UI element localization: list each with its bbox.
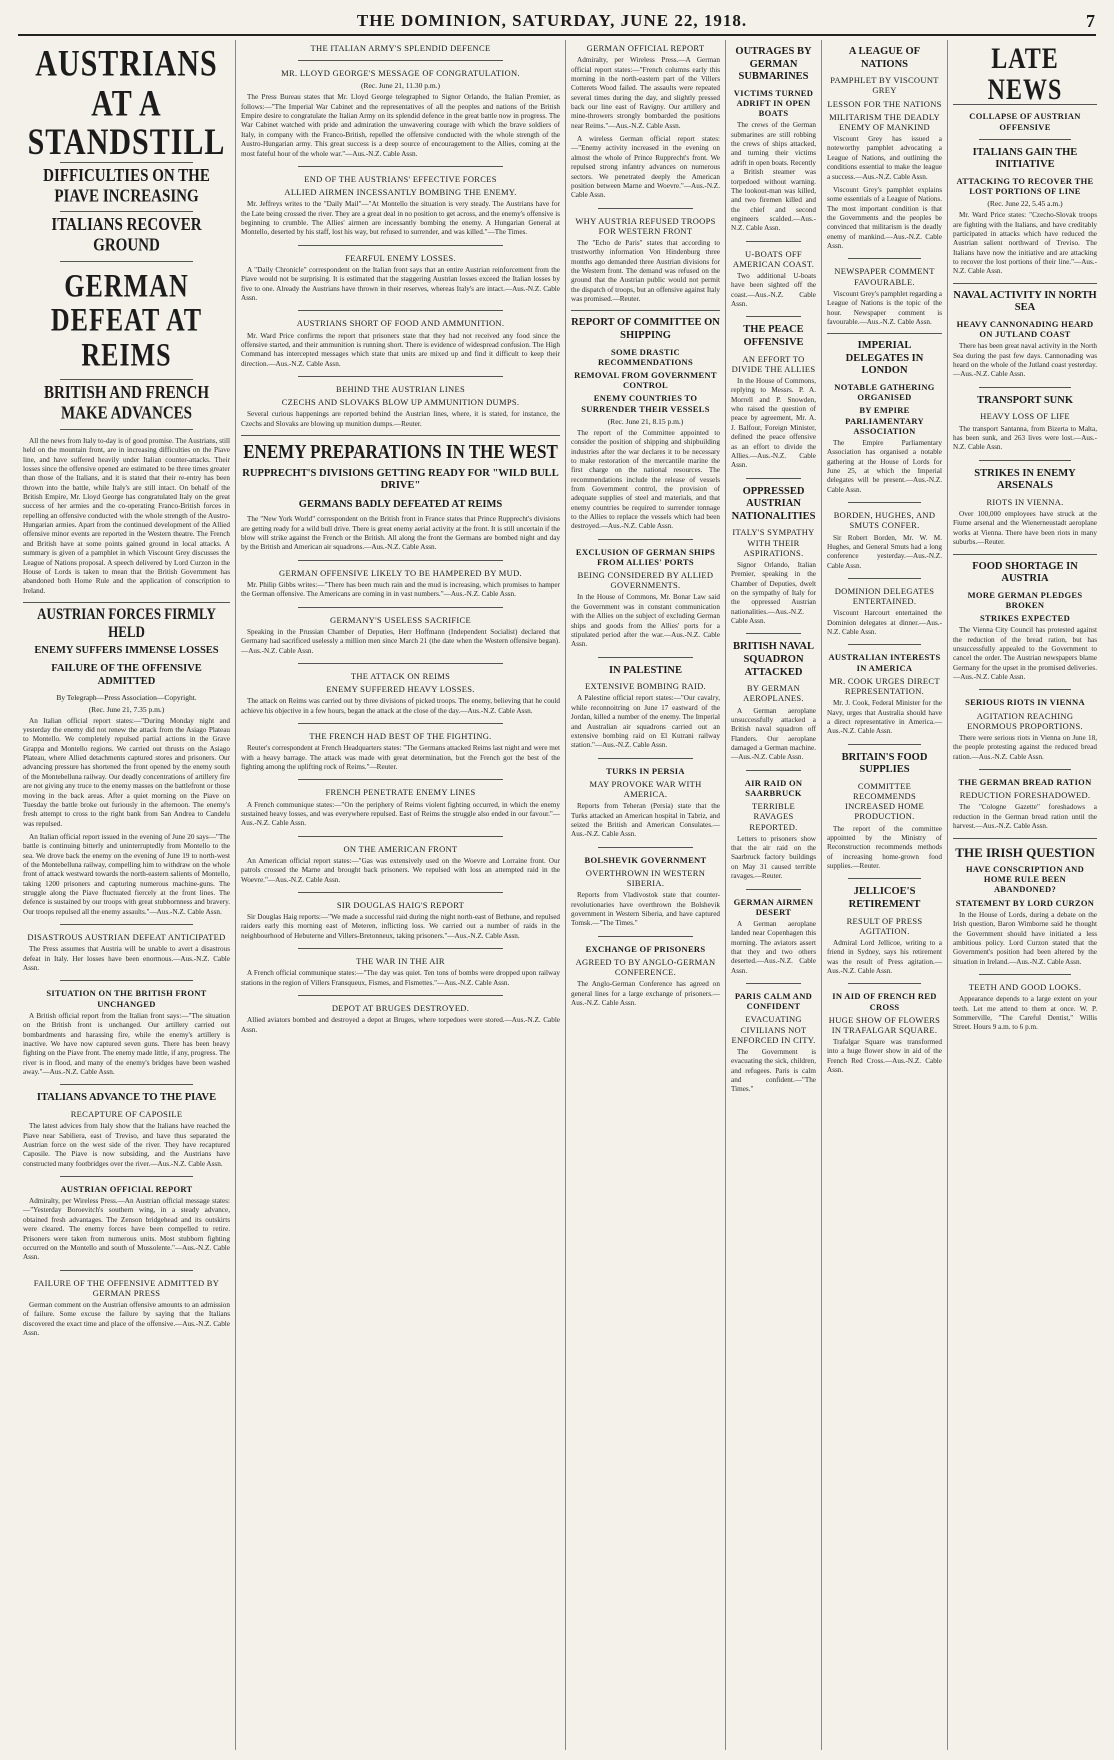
article-paragraph: The Press assumes that Austria will be unable to avert a disastrous defeat in Italy. Her losses have been enormous.—Aus.-N.Z. Cable Assn.: [23, 945, 230, 973]
section-sub-curzon: STATEMENT BY LORD CURZON: [955, 897, 1095, 908]
section-title-fearful-losses: FEARFUL ENEMY LOSSES.: [345, 252, 456, 263]
headline-italians-recover: ITALIANS RECOVER GROUND: [51, 215, 202, 256]
date-line: (Rec. June 21, 8.15 p.m.): [607, 416, 684, 426]
section-sub-conscription: HAVE CONSCRIPTION AND HOME RULE BEEN ABANDONED?: [965, 864, 1085, 895]
section-title-shipping: REPORT OF COMMITTEE ON SHIPPING: [571, 317, 720, 342]
article-paragraph: The Vienna City Council has protested against the reduction of the bread ration, but has unsuccessfully appealed to the Government to cancel the order. The Austrian newspapers blame Germany for the upset in the promised deliveries.—Aus.-N.Z. Cable Assn.: [953, 626, 1097, 682]
section-title-american-front: ON THE AMERICAN FRONT: [343, 843, 458, 854]
section-title-italians-initiative: ITALIANS GAIN THE INITIATIVE: [972, 146, 1078, 171]
credit-line: By Telegraph—Press Association—Copyright.: [56, 692, 197, 702]
section-title-short-of-food: AUSTRIANS SHORT OF FOOD AND AMMUNITION.: [296, 318, 505, 329]
section-title-red-cross: IN AID OF FRENCH RED CROSS: [832, 991, 937, 1012]
article-paragraph: Reports from Vladivostok state that counter-revolutionaries have overthrown the Bolshevik government in Western Siberia, and have captured Tomsk.—"The Times.": [571, 891, 720, 928]
article-paragraph: A wireless German official report states:—"Enemy activity increased in the evening on almost the whole of Prince Rupprecht's front. We repulsed strong infantry advances on numerous sectors. We penetrated deeply the American position between Marne and Woevre."—Aus.-N.Z. Cable Assn.: [571, 135, 720, 200]
article-paragraph: Trafalgar Square was transformed into a huge flower show in aid of the French Red Cross.—Aus.-N.Z. Cable Assn.: [827, 1038, 942, 1075]
section-title-mud: GERMAN OFFENSIVE LIKELY TO BE HAMPERED BY MUD.: [279, 567, 522, 578]
section-title-oppressed: OPPRESSED AUSTRIAN NATIONALITIES: [731, 485, 816, 522]
section-sub-empire-association: BY EMPIRE PARLIAMENTARY ASSOCIATION: [845, 405, 924, 436]
section-sub-enemy-losses: ENEMY SUFFERS IMMENSE LOSSES: [34, 644, 219, 656]
column-1: [18, 40, 236, 1750]
section-sub-drastic: SOME DRASTIC RECOMMENDATIONS: [597, 346, 693, 367]
section-sub-heavy-losses: ENEMY SUFFERED HEAVY LOSSES.: [326, 684, 475, 695]
article-paragraph: Viscount Grey's pamphlet explains some essentials of a League of Nations. The most important condition is that the Governments and the peoples be convinced that militarism is the deadly enemy of mankind.—Aus.-N.Z. Cable Assn.: [827, 185, 942, 251]
column-4: [726, 40, 822, 1750]
columns: [18, 40, 1102, 1750]
section-title-bread-ration: THE GERMAN BREAD RATION: [958, 777, 1092, 788]
intro-paragraph: All the news from Italy to-day is of good promise. The Austrians, still held on the mountain front, are in increasing difficulties on the Piave line, and have suffered heavily under Italian counter-attacks. Their losses since the offensive opened are estimated to be three times greater than those of the Italians, and it is stated that their re-entry has been thrown into the battle, while Italy's are still intact. On behalf of the British Empire, Mr. Lloyd George has congratulated Italy on the great success of her armies and the co-operating Franco-British forces in repelling an offensive conducted with the whole strength of the Austro-Hungarian armies. Apart from the continued development of the Allied offensive minor events are reported in the Western theatre. The French and British have at some points gained ground in local attacks. A summary is given of a pamphlet in which Viscount Grey discusses the League of Nations proposal. A speech delivered by Lord Curzon in the House of Lords is taken to mean that the British Government has abandoned both Home Rule and the application of conscription to Ireland.: [23, 436, 230, 595]
article-paragraph: German comment on the Austrian offensive amounts to an admission of failure. Some excuse the failure by saying that the Italians discovered the exact time and place of the offensive.—Aus.-N.Z. Cable Assn.: [23, 1301, 230, 1338]
headline-austrians-standstill: AUSTRIANS AT A STANDSTILL: [27, 42, 226, 163]
article-paragraph: A British official report from the Italian front says:—"The situation on the British front is unchanged. Our artillery carried out bombardments and harassing fire, while the enemy's artillery is inactive. We have now captured seven guns. There has been heavy fighting on the Piave front. The enemy made little, if any, progress. The river is in flood, and many of the enemy's bridges have been washed away."—Aus.-N.Z. Cable Assn.: [23, 1011, 230, 1076]
section-sub-failure-admitted: FAILURE OF THE OFFENSIVE ADMITTED: [51, 663, 202, 688]
section-sub-cannonading: HEAVY CANNONADING HEARD ON JUTLAND COAST: [956, 319, 1094, 340]
section-title-italian-army: THE ITALIAN ARMY'S SPLENDID DEFENCE: [310, 43, 491, 53]
section-sub-attacking: ATTACKING TO RECOVER THE LOST PORTIONS OF LINE: [956, 175, 1094, 197]
section-sub-riots-vienna: RIOTS IN VIENNA.: [986, 496, 1064, 507]
section-title-exclusion: EXCLUSION OF GERMAN SHIPS FROM ALLIES' PORTS: [575, 546, 716, 567]
article-paragraph: Mr. Ward Price states: "Czecho-Slovak troops are fighting with the Italians, and have creditably participated in attacks which have reduced the Austrian salient northward of Treviso. The Italians have now the initiative and are attacking to recover the lost portions of their line."—Aus.-N.Z. Cable Assn.: [953, 211, 1097, 276]
article-paragraph: Viscount Harcourt entertained the Dominion delegates at dinner.—Aus.-N.Z. Cable Assn.: [827, 609, 942, 637]
article-paragraph: The Government is evacuating the sick, children, and refugees. Paris is calm and confident.—"The Times.": [731, 1048, 816, 1094]
section-title-naval-squadron: BRITISH NAVAL SQUADRON ATTACKED: [732, 641, 815, 678]
section-sub-home-production: COMMITTEE RECOMMENDS INCREASED HOME PRODUCTION.: [844, 780, 925, 822]
column-5: [822, 40, 948, 1750]
section-title-haig-report: SIR DOUGLAS HAIG'S REPORT: [336, 899, 465, 910]
article-paragraph: The transport Santanna, from Bizerta to Malta, has been sunk, and 263 lives were lost.—Aus.-N.Z. Cable Assn.: [953, 424, 1097, 452]
column-2: [236, 40, 566, 1750]
article-paragraph: The report of the committee appointed by the Ministry of Reconstruction recommends methods of increasing home-grown food supplies.—Reuter.: [827, 824, 942, 870]
article-paragraph: The Press Bureau states that Mr. Lloyd George telegraphed to Signor Orlando, the Italian Premier, as follows:—"The Imperial War Cabinet and the representatives of all the peoples and nations of the British Empire desire to congratulate the Italian Army on its splendid defence in the great battle now in progress. The War Cabinet watched with pride and admiration the unwavering courage with which the brave soldiers of Italy, in company with the Franco-British, repelled the offensive conducted with the whole strength of the Austro-Hungarian army. This great success is a deep source of encouragement to the Allies, coming at the most fateful hour of the whole war."—Aus.-N.Z. Cable Assn.: [241, 93, 560, 158]
section-sub-caposile: RECAPTURE OF CAPOSILE: [70, 1108, 183, 1119]
section-title-newspaper-comment: NEWSPAPER COMMENT FAVOURABLE.: [834, 266, 935, 287]
article-paragraph: An Italian official report issued in the evening of June 20 says—"The battle is continuing bitterly and uninterruptedly from Montello to the sea. We drove back the enemy on the evening of June 19 to north-west of the Montebelluna railway, compelling him to withdraw on the whole front of attack westward towards the north-eastern salients of Montello, taking 1200 prisoners and capturing numerous machine-guns. The struggle along the Piave fluctuated fiercely at the front lines. The defence is sustained by our troops with great stubbornness and bravery. Our troops repulsed all the enemy assaults."—Aus.-N.Z. Cable Assn.: [23, 832, 230, 916]
section-sub-loss-of-life: HEAVY LOSS OF LIFE: [980, 411, 1070, 422]
section-title-dominion-delegates: DOMINION DELEGATES ENTERTAINED.: [834, 585, 935, 607]
section-sub-pamphlet: PAMPHLET BY VISCOUNT GREY: [830, 75, 939, 96]
section-title-austrian-report: AUSTRIAN OFFICIAL REPORT: [60, 1183, 193, 1194]
article-paragraph: Admiral Lord Jellicoe, writing to a friend in Sydney, says his retirement was the result of Press agitation.—Aus.-N.Z. Cable Assn.: [827, 938, 942, 975]
section-sub-lesson: LESSON FOR THE NATIONS: [827, 98, 942, 109]
article-paragraph: Sir Robert Borden, Mr. W. M. Hughes, and General Smuts had a long conference yesterday.—Aus.-N.Z. Cable Assn.: [827, 533, 942, 570]
article-paragraph: A "Daily Chronicle" correspondent on the Italian front says that an entire Austrian reinforcement from the Piave would not be surprising. It is estimated that the staggering Austrian losses exceed the Italian losses by five to one. Already the Austrians have thrown in their reserves, whereas Italy's are intact.—Aus.-N.Z. Cable Assn.: [241, 265, 560, 302]
section-title-paris-calm: PARIS CALM AND CONFIDENT: [734, 991, 813, 1012]
section-title-australian-interests: AUSTRALIAN INTERESTS IN AMERICA: [828, 652, 941, 673]
section-title-attack-reims: THE ATTACK ON REIMS: [350, 670, 451, 681]
article-paragraph: The "Echo de Paris" states that according to trustworthy information Von Hindenburg three months ago demanded three Austrian divisions for the Western front. The demand was refused on the ground that the Austrian public would not permit the dispatch of troops, but an offensive against Italy was promised.—Reuter.: [571, 238, 720, 304]
section-title-war-in-air: THE WAR IN THE AIR: [356, 956, 445, 967]
section-title-food-shortage: FOOD SHORTAGE IN AUSTRIA: [972, 560, 1078, 585]
section-title-bolshevik: BOLSHEVIK GOVERNMENT: [584, 854, 707, 865]
article-paragraph: Several curious happenings are reported behind the Austrian lines, where, it is stated, for instance, the Czechs and Slovaks are blowing up munition dumps.—Reuter.: [241, 410, 560, 428]
section-sub-reduction: REDUCTION FORESHADOWED.: [959, 790, 1091, 801]
section-title-irish-question: THE IRISH QUESTION: [955, 844, 1095, 860]
article-paragraph: A German aeroplane landed near Copenhagen this morning. The aviators assert that they and two others deserted.—Aus.-N.Z. Cable Assn.: [731, 919, 816, 975]
article-paragraph: An Italian official report states:—"During Monday night and yesterday the enemy did not renew the attack from the Asiago Plateau to Montello. We completely repulsed partial actions in the Grave Grappa and Montello regions. We carried out thrusts on the Asiago Plateau, where Allied detachments captured stores and prisoners. Our advancing pressure has shortened the front opened by the enemy south of the Montebelluna railway. Our deadly concentrations of artillery fire are not giving any truce to the enemy masses on the battlefront or those moving in the back areas. After a quiet morning on the Piave on Tuesday the battle broke out furiously in the afternoon. The enemy's fresh attempt to cross to the right bank from San Andrea to Candelu was repulsed.: [23, 716, 230, 828]
headline-sub-reims: GERMANS BADLY DEFEATED AT REIMS: [298, 498, 503, 510]
section-title-strikes-arsenals: STRIKES IN ENEMY ARSENALS: [974, 467, 1076, 492]
article-paragraph: In the House of Commons, Mr. Bonar Law said the Government was in constant communication with the Allies on the subject of excluding German ships and goods from the Allies' ports for a stipulated period after the war.—Aus.-N.Z. Cable Assn.: [571, 593, 720, 649]
article-paragraph: Mr. J. Cook, Federal Minister for the Navy, urges that Australia should have a direct representative in America.—Aus.-N.Z. Cable Assn.: [827, 699, 942, 736]
date-line: (Rec. June 21, 11.30 p.m.): [360, 81, 441, 91]
article-paragraph: Mr. Jeffreys writes to the "Daily Mail"—"At Montello the situation is very steady. The Austrians have for the Late being crossed the river. They are a great deal in no position to get across, and the enemy's offensive is beginning to crumble. The Allies' airmen are incessantly bombing the enemy. A Hungarian General at Montello, deserted by his staff, lost his way, but refused to surrender, and was killed."—The Times.: [241, 200, 560, 237]
article-paragraph: A French communique states:—"On the periphery of Reims violent fighting occurred, in which the enemy sustained heavy losses, and was everywhere repulsed. East of Reims the struggle also ended in our favour."—Aus.-N.Z. Cable Assn.: [241, 800, 560, 828]
article-paragraph: An American official report states:—"Gas was extensively used on the Woevre and Lorraine front. Our patrols crossed the Marne and brought back prisoners. We repulsed with loss an attempted raid in the Woevre."—Aus.-N.Z. Cable Assn.: [241, 856, 560, 884]
date-line: (Rec. June 21, 7.35 p.m.): [88, 704, 165, 714]
section-title-airmen-desert: GERMAN AIRMEN DESERT: [733, 896, 814, 917]
section-sub-divide-allies: AN EFFORT TO DIVIDE THE ALLIES: [731, 353, 816, 374]
article-paragraph: In the House of Commons, replying to Messrs. P. A. Morrell and P. Snowden, who raised the question of peace by agreement, Mr. A. J. Balfour, Foreign Minister, defined the peace offensive as an effort to divide the Allies.—Aus.-N.Z. Cable Assn.: [731, 377, 816, 470]
section-title-imperial-delegates: IMPERIAL DELEGATES IN LONDON: [845, 340, 924, 377]
article-paragraph: Letters to prisoners show that the air raid on the Saarbruck factory buildings on May 31 caused terrible ravages.—Reuter.: [731, 834, 816, 881]
article-paragraph: Signor Orlando, Italian Premier, speaking in the Chamber of Deputies, dwelt on the sympathy of Italy for the oppressed Austrian nationalities.—Aus.-N.Z. Cable Assn.: [731, 560, 816, 626]
section-title-borden: BORDEN, HUGHES, AND SMUTS CONFER.: [833, 510, 936, 531]
article-paragraph: Mr. Ward Price confirms the report that prisoners state that they had not received any food since the offensive started, and their ammunition is running short. There is evidence of widespread confusion. The High Command has intercepted messages which state that units are mixed up and find it difficult to keep their direction.—Aus.-N.Z. Cable Assn.: [241, 331, 560, 368]
late-news-heading: LATE NEWS: [987, 42, 1063, 107]
section-sub-militarism: MILITARISM THE DEADLY ENEMY OF MANKIND: [829, 111, 940, 132]
article-paragraph: Reports from Teheran (Persia) state that the Turks attacked an American hospital in Tabriz, and seized the British and American Consulates.—Aus.-N.Z. Cable Assn.: [571, 802, 720, 839]
section-title-outrages: OUTRAGES BY GERMAN SUBMARINES: [735, 46, 812, 83]
section-sub-allied-governments: BEING CONSIDERED BY ALLIED GOVERNMENTS.: [577, 570, 714, 591]
section-title-useless-sacrifice: GERMANY'S USELESS SACRIFICE: [330, 614, 471, 625]
section-sub-collapse: COLLAPSE OF AUSTRIAN OFFENSIVE: [969, 111, 1081, 132]
section-title-bruges: DEPOT AT BRUGES DESTROYED.: [331, 1003, 470, 1014]
section-title-french-penetrate: FRENCH PENETRATE ENEMY LINES: [325, 787, 476, 798]
article-paragraph: The Anglo-German Conference has agreed on general lines for a large exchange of prisoners.—Aus.-N.Z. Cable Assn.: [571, 980, 720, 1007]
article-paragraph: Speaking in the Prussian Chamber of Deputies, Herr Hoffmann (Independent Socialist) declared that Germany had sacrificed uselessly a million men since March 21 (the date when the Western offensive began).—Aus.-N.Z. Cable Assn.: [241, 627, 560, 655]
section-sub-anglo-german: AGREED TO BY ANGLO-GERMAN CONFERENCE.: [575, 956, 716, 977]
section-title-british-front: SITUATION ON THE BRITISH FRONT UNCHANGED: [46, 988, 207, 1009]
article-paragraph: Over 100,000 employees have struck at the Fiume arsenal and the Wienerneustadt aeroplane works at Vienna. There have been riots in many suburbs.—Reuter.: [953, 510, 1097, 547]
section-sub-strikes-expected: STRIKES EXPECTED: [979, 613, 1071, 624]
article-paragraph: Viscount Grey has issued a noteworthy pamphlet advocating a League of Nations, and outlining the conditions essential to make the league a success.—Aus.-N.Z. Cable Assn.: [827, 135, 942, 181]
column-3: [566, 40, 726, 1750]
article-paragraph: Admiralty, per Wireless Press.—An Austrian official message states:—"Yesterday Boroevitch's southern wing, in a steady advance, obtained fresh advantages. The Zenson bridgehead and its outskirts were cleared. The enemy forces have been compelled to retire. Prisoners were taken from numerous units. Most stubborn fighting occurred on the Montello and south of Mussolente."—Aus.-N.Z. Cable Assn.: [23, 1197, 230, 1262]
column-6: [948, 40, 1102, 1750]
article-paragraph: The latest advices from Italy show that the Italians have reached the Piave near Sabiliera, east of Treviso, and have thus separated the Austrian force on the west side of the river. They have recaptured Caposile. The Piave is now subsiding, and the Austrians have constructed many footbridges over the river.—Aus.-N.Z. Cable Assn.: [23, 1122, 230, 1168]
article-paragraph: The attack on Reims was carried out by three divisions of picked troops. The enemy, believing that he could achieve his objective in a few hours, began the attack at the close of the day.—Aus.-N.Z. Cable Assn.: [241, 697, 560, 715]
article-paragraph: The crews of the German submarines are still robbing the crews of ships attacked, and turning their victims adrift in open boats. Recently a British steamer was torpedoed without warning. The lookout-man was killed, and two firemen killed and the chief and second engineers scalded.—Aus.-N.Z. Cable Assn.: [731, 121, 816, 233]
section-title-behind-lines: BEHIND THE AUSTRIAN LINES: [336, 383, 465, 394]
section-sub-victims-adrift: VICTIMS TURNED ADRIFT IN OPEN BOATS: [733, 87, 814, 119]
article-paragraph: A Palestine official report states:—"Our cavalry, while reconnoitring on June 17 eastward of the Jordan, killed a number of the enemy. The Imperial and Australian air squadrons carried out an extensive bombing raid on El Kutrani railway station."—Aus.-N.Z. Cable Assn.: [571, 694, 720, 750]
section-sub-lloyd-george: MR. LLOYD GEORGE'S MESSAGE OF CONGRATULATION.: [281, 68, 520, 79]
section-sub-evacuating: EVACUATING CIVILIANS NOT ENFORCED IN CITY.: [731, 1014, 816, 1045]
article-paragraph: Mr. Philip Gibbs writes:—"There has been much rain and the mud is increasing, which promises to hamper the German offensive. The Americans are coming in in vast numbers."—Aus.-N.Z. Cable Assn.: [241, 581, 560, 599]
section-sub-removal: REMOVAL FROM GOVERNMENT CONTROL: [574, 370, 717, 391]
section-title-saarbruck: AIR RAID ON SAARBRUCK: [744, 777, 803, 798]
headline-german-defeat: GERMAN DEFEAT AT REIMS: [50, 267, 203, 372]
headline-enemy-preparations: ENEMY PREPARATIONS IN THE WEST: [243, 440, 558, 463]
section-title-serious-riots: SERIOUS RIOTS IN VIENNA: [965, 697, 1085, 708]
article-paragraph: Reuter's correspondent at French Headquarters states: "The Germans attacked Reims last night and were met with a heavy barrage. The attack was made with great determination, but the French got the best of the fighting among the uplifting rock of Reims."—Reuter.: [241, 744, 560, 771]
section-title-german-press: FAILURE OF THE OFFENSIVE ADMITTED BY GERMAN PRESS: [33, 1277, 220, 1298]
section-sub-german-pledges: MORE GERMAN PLEDGES BROKEN: [967, 589, 1083, 610]
headline-british-french: BRITISH AND FRENCH MAKE ADVANCES: [43, 383, 210, 424]
masthead: [18, 8, 1096, 36]
section-sub-ravages: TERRIBLE RAVAGES REPORTED.: [749, 801, 798, 832]
paper-title: THE DOMINION, SATURDAY, JUNE 22, 1918.: [356, 11, 748, 30]
article-paragraph: Allied aviators bombed and destroyed a depot at Bruges, where torpedoes were stored.—Aus.-N.Z. Cable Assn.: [241, 1016, 560, 1034]
article-paragraph: A French official communique states:—"The day was quiet. Ten tons of bombs were dropped upon railway stations in the region of Villers Fransqueux, Fismes, and Fismettes."—Aus.-N.Z. Cable Assn.: [241, 969, 560, 987]
section-sub-notable: NOTABLE GATHERING ORGANISED: [834, 382, 935, 403]
date-line: (Rec. June 22, 5.45 a.m.): [987, 199, 1063, 209]
section-title-palestine: IN PALESTINE: [608, 664, 683, 676]
section-title-austrian-forces: AUSTRIAN FORCES FIRMLY HELD: [37, 604, 216, 641]
section-title-jellicoe: JELLICOE'S RETIREMENT: [848, 886, 921, 910]
article-paragraph: The report of the Committee appointed to consider the position of shipping and shipbuilding industries after the war declares it to be necessary to make restoration of the mercantile marine the first charge on the national resources. The recommendations include the release of vessels from Government control, the provision of adequate supplies of steel and materials, and that enemy countries be required to surrender tonnage to the Allies to replace the vessels which had been destroyed.—Aus.-N.Z. Cable Assn.: [571, 428, 720, 531]
article-paragraph: Sir Douglas Haig reports:—"We made a successful raid during the night north-east of Bethune, and repulsed raiders early this morning east of Meteren, inflicting loss. We carried out a number of raids in the neighbourhood of Hebuterne and Villers-Bretonneux, taking prisoners."—Aus.-N.Z. Cable Assn.: [241, 913, 560, 940]
section-sub-cook: MR. COOK URGES DIRECT REPRESENTATION.: [829, 675, 940, 696]
article-paragraph: Two additional U-boats have been sighted off the coast.—Aus.-N.Z. Cable Assn.: [731, 272, 816, 309]
section-title-exchange: EXCHANGE OF PRISONERS: [585, 943, 706, 954]
article-paragraph: The "Cologne Gazette" foreshadows a reduction in the German bread ration until the harvest.—Aus.-N.Z. Cable Assn.: [953, 803, 1097, 831]
section-sub-provoke-war: MAY PROVOKE WAR WITH AMERICA.: [589, 778, 702, 799]
section-title-peace-offensive: THE PEACE OFFENSIVE: [743, 324, 804, 349]
article-paragraph: There were serious riots in Vienna on June 18, the people protesting against the reduced bread ration.—Aus.-N.Z. Cable Assn.: [953, 733, 1097, 761]
headline-difficulties-piave: DIFFICULTIES ON THE PIAVE INCREASING: [43, 166, 210, 206]
article-paragraph: There has been great naval activity in the North Sea during the past few days. Cannonading was heard on the whole of the Jutland coast yesterday.—Aus.-N.Z. Cable Assn.: [953, 342, 1097, 379]
section-title-food-supplies: BRITAIN'S FOOD SUPPLIES: [841, 751, 928, 776]
section-sub-aeroplanes: BY GERMAN AEROPLANES.: [743, 683, 804, 704]
section-sub-czechs-slovaks: CZECHS AND SLOVAKS BLOW UP AMMUNITION DUMPS.: [281, 397, 520, 408]
headline-sub-rupprecht: RUPPRECHT'S DIVISIONS GETTING READY FOR "WILD BULL DRIVE": [242, 467, 559, 492]
section-sub-allied-airmen: ALLIED AIRMEN INCESSANTLY BOMBING THE ENEMY.: [284, 187, 517, 198]
article-paragraph: The "New York World" correspondent on the British front in France states that Prince Rupprecht's divisions are getting ready for a wild bull drive. There is great enemy aerial activity at the front. It is still uncertain if the blow will strike against the French or the British. All along the front the Germans are bombed night and day by the British and American air squadrons.—Aus.-N.Z. Cable Assn.: [241, 515, 560, 552]
article-paragraph: A German aeroplane unsuccessfully attacked a British naval squadron off Flanders. Our aeroplane damaged a German machine.—Aus.-N.Z. Cable Assn.: [731, 706, 816, 762]
section-title-disastrous-defeat: DISASTROUS AUSTRIAN DEFEAT ANTICIPATED: [27, 932, 226, 943]
section-title-transport-sunk: TRANSPORT SUNK: [977, 394, 1073, 406]
section-title-u-boats: U-BOATS OFF AMERICAN COAST.: [732, 248, 815, 269]
article-paragraph: Admiralty, per Wireless Press.—A German official report states:—"French columns early this morning in the north-eastern part of the Villers Cotterets Wood failed. The assaults were repeated several times during the day, and slightly pressed back our line east of Ravigny. Our artillery and mine-throwers strongly bombarded the positions near Reims."—Aus.-N.Z. Cable Assn.: [571, 56, 720, 130]
section-title-turks-persia: TURKS IN PERSIA: [606, 765, 685, 776]
section-sub-enemy-countries: ENEMY COUNTRIES TO SURRENDER THEIR VESSELS: [581, 393, 710, 414]
section-title-german-report: GERMAN OFFICIAL REPORT: [586, 43, 705, 53]
advert-paragraph: Appearance depends to a large extent on your teeth. Let me attend to them at once. W. P. Sommerville, "The Careful Dentist," Willis Street. Hours 9 a.m. to 6 p.m.: [953, 995, 1097, 1032]
section-title-french-best: THE FRENCH HAD BEST OF THE FIGHTING.: [309, 731, 492, 742]
article-paragraph: The Empire Parliamentary Association has organised a notable gathering at the House of Lords for June 25, at which the Imperial delegates will be present.—Aus.-N.Z. Cable Assn.: [827, 438, 942, 494]
section-title-league-nations: A LEAGUE OF NATIONS: [848, 46, 921, 70]
article-paragraph: In the House of Lords, during a debate on the Irish question, Baron Wimborne said he thought the Government should have initiated a less ambitious policy. Lord Curzon stated that the Government's position had been altered by the situation in Ireland.—Aus.-N.Z. Cable Assn.: [953, 910, 1097, 966]
section-sub-italy-sympathy: ITALY'S SYMPATHY WITH THEIR ASPIRATIONS.: [732, 527, 815, 558]
section-sub-bombing-raid: EXTENSIVE BOMBING RAID.: [585, 681, 706, 692]
section-sub-agitation: RESULT OF PRESS AGITATION.: [846, 915, 923, 936]
section-sub-flowers: HUGE SHOW OF FLOWERS IN TRAFALGAR SQUARE.: [828, 1014, 941, 1035]
section-title-italians-advance: ITALIANS ADVANCE TO THE PIAVE: [36, 1092, 217, 1104]
section-title-end-austrians: END OF THE AUSTRIANS' EFFECTIVE FORCES: [304, 173, 497, 184]
article-paragraph: Viscount Grey's pamphlet regarding a League of Nations is the topic of the hour. Newspaper comment is favourable.—Aus.-N.Z. Cable Assn.: [827, 289, 942, 326]
page-number: 7: [1085, 10, 1096, 31]
section-sub-siberia: OVERTHROWN IN WESTERN SIBERIA.: [585, 867, 706, 888]
section-title-naval-activity: NAVAL ACTIVITY IN NORTH SEA: [953, 289, 1097, 314]
advert-title-teeth: TEETH AND GOOD LOOKS.: [968, 982, 1082, 992]
section-title-why-austria: WHY AUSTRIA REFUSED TROOPS FOR WESTERN FRONT: [575, 215, 716, 236]
section-sub-agitation-enormous: AGITATION REACHING ENORMOUS PROPORTIONS.: [967, 710, 1083, 731]
